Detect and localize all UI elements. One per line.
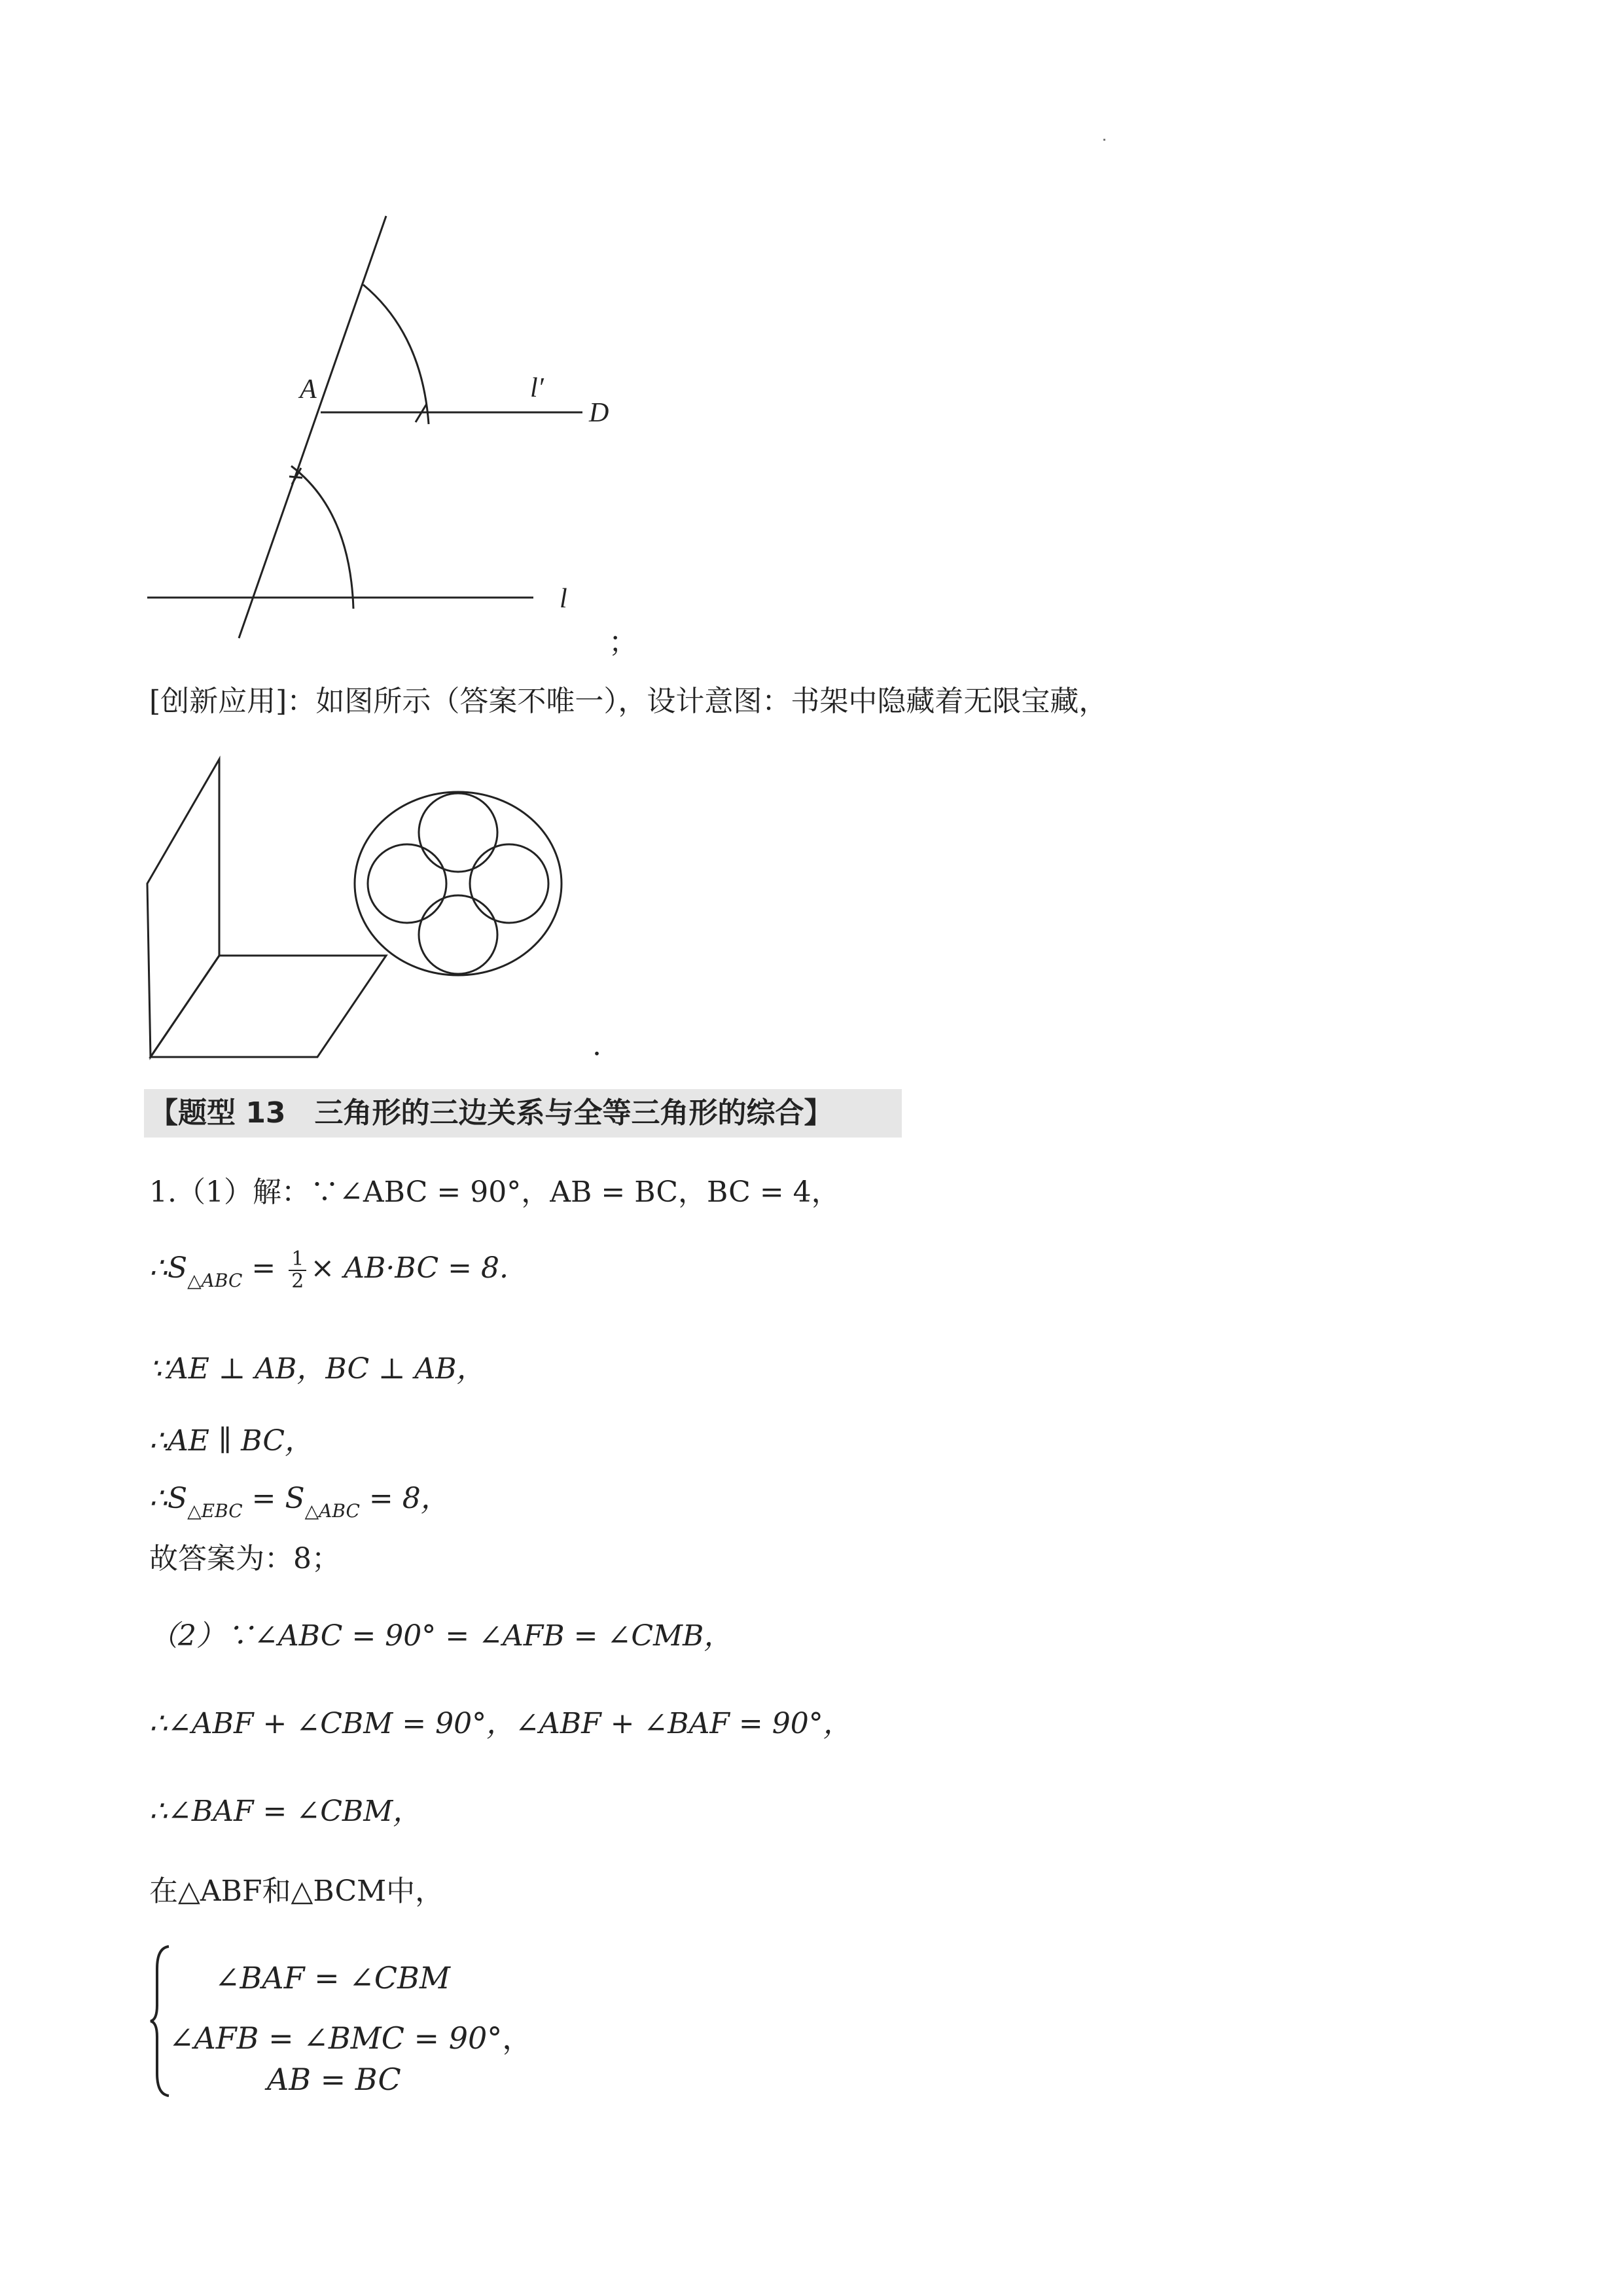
solution-line-3: ∵AE ⊥ AB，BC ⊥ AB， [149, 1352, 486, 1386]
system-eq-1: ∠BAF = ∠CBM [215, 1960, 450, 1996]
circle-left [368, 844, 446, 923]
circle-top [419, 793, 497, 872]
arc-upper [363, 285, 429, 424]
fraction-one-half: $\frac{1}{2}$ [289, 1249, 306, 1291]
solution-line-4: ∴AE ∥ BC， [149, 1424, 314, 1458]
shelf-base [151, 956, 386, 1057]
arc-lower [291, 466, 353, 609]
solution-line-9: ∴∠BAF = ∠CBM， [149, 1795, 422, 1828]
section-title: 【题型 13 三角形的三边关系与全等三角形的综合】 [144, 1089, 902, 1138]
circle-right [470, 844, 548, 923]
solution-line-6: 故答案为：8； [149, 1542, 340, 1575]
solution-line-2: $\therefore S_{\triangle ABC}$ = $\frac{1}{2}$ × AB·BC = 8. [149, 1247, 508, 1293]
label-l-prime: l′ [530, 373, 544, 403]
outer-ellipse [355, 792, 562, 975]
bookshelf-figure [131, 746, 628, 1067]
circle-bottom [419, 895, 497, 974]
solution-line-8: ∴∠ABF + ∠CBM = 90°，∠ABF + ∠BAF = 90°， [149, 1707, 852, 1740]
figure2-punct: . [592, 1029, 601, 1062]
figure1-punct: ； [609, 626, 637, 659]
solution-line-1: 1.（1）解：∵∠ABC = 90°，AB = BC，BC = 4， [149, 1175, 840, 1209]
label-l: l [560, 584, 567, 614]
page-speck [1103, 139, 1105, 141]
shelf-upright [147, 759, 219, 1057]
transversal-line [239, 216, 386, 638]
system-eq-2: ∠AFB = ∠BMC = 90°， [169, 2020, 533, 2056]
innovation-text: [创新应用]：如图所示（答案不唯一），设计意图：书架中隐藏着无限宝藏， [149, 685, 1108, 718]
label-D: D [589, 398, 609, 428]
construction-figure [131, 196, 720, 668]
system-eq-3: AB = BC [267, 2062, 401, 2097]
solution-line-7: （2）∵∠ABC = 90° = ∠AFB = ∠CMB， [149, 1619, 733, 1653]
solution-line-5: $\therefore S_{\triangle EBC} = S_{\triangle ABC} = 8$， [149, 1482, 450, 1522]
label-A: A [300, 374, 317, 404]
solution-line-10: 在△ABF和△BCM中， [149, 1874, 444, 1908]
